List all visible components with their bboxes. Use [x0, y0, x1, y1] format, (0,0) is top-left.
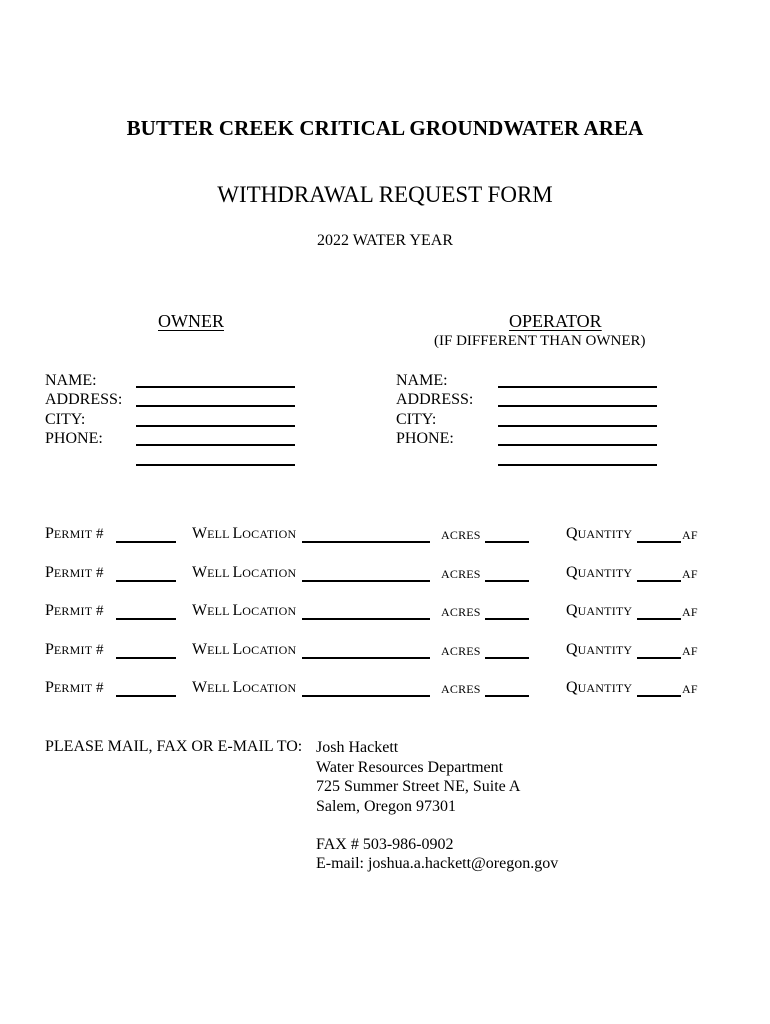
permit-label: PERMIT # — [45, 564, 104, 581]
quantity-label: QUANTITY — [566, 564, 633, 581]
af-label: AF — [682, 528, 698, 542]
contact-city: Salem, Oregon 97301 — [316, 798, 456, 815]
well-location-field[interactable] — [302, 657, 430, 659]
quantity-label: QUANTITY — [566, 679, 633, 696]
owner-phone-field[interactable] — [136, 444, 295, 446]
acres-label: ACRES — [441, 644, 481, 658]
permit-row — [0, 525, 770, 547]
operator-extra-field[interactable] — [498, 464, 657, 466]
well-location-label: WELL LOCATION — [192, 564, 297, 581]
owner-address-field[interactable] — [136, 405, 295, 407]
contact-name: Josh Hackett — [316, 739, 399, 756]
permit-label: PERMIT # — [45, 525, 104, 542]
well-location-label: WELL LOCATION — [192, 679, 297, 696]
permit-label: PERMIT # — [45, 641, 104, 658]
form-subtitle: WITHDRAWAL REQUEST FORM — [217, 182, 553, 207]
af-label: AF — [682, 567, 698, 581]
permit-row — [0, 679, 770, 701]
operator-city-field[interactable] — [498, 425, 657, 427]
operator-address-label: ADDRESS: — [396, 391, 474, 408]
owner-heading: OWNER — [158, 311, 224, 331]
operator-phone-label: PHONE: — [396, 430, 454, 447]
owner-city-label: CITY: — [45, 411, 86, 428]
acres-label: ACRES — [441, 567, 481, 581]
contact-email: E-mail: joshua.a.hackett@oregon.gov — [316, 855, 559, 872]
owner-address-label: ADDRESS: — [45, 391, 123, 408]
af-label: AF — [682, 644, 698, 658]
water-year: 2022 WATER YEAR — [317, 232, 453, 249]
operator-note: (IF DIFFERENT THAN OWNER) — [434, 333, 646, 349]
operator-city-label: CITY: — [396, 411, 437, 428]
quantity-field[interactable] — [637, 657, 681, 659]
owner-extra-field[interactable] — [136, 464, 295, 466]
acres-field[interactable] — [485, 541, 529, 543]
acres-field[interactable] — [485, 580, 529, 582]
permit-label: PERMIT # — [45, 602, 104, 619]
af-label: AF — [682, 605, 698, 619]
quantity-field[interactable] — [637, 618, 681, 620]
acres-label: ACRES — [441, 528, 481, 542]
quantity-field[interactable] — [637, 580, 681, 582]
well-location-label: WELL LOCATION — [192, 641, 297, 658]
acres-field[interactable] — [485, 695, 529, 697]
permit-number-field[interactable] — [116, 695, 176, 697]
permit-row — [0, 564, 770, 586]
acres-field[interactable] — [485, 618, 529, 620]
owner-name-field[interactable] — [136, 386, 295, 388]
mailing-instructions: PLEASE MAIL, FAX OR E-MAIL TO: — [45, 738, 303, 755]
well-location-field[interactable] — [302, 541, 430, 543]
acres-field[interactable] — [485, 657, 529, 659]
well-location-label: WELL LOCATION — [192, 525, 297, 542]
contact-department: Water Resources Department — [316, 759, 504, 776]
operator-address-field[interactable] — [498, 405, 657, 407]
contact-street: 725 Summer Street NE, Suite A — [316, 778, 521, 795]
owner-city-field[interactable] — [136, 425, 295, 427]
permit-number-field[interactable] — [116, 580, 176, 582]
owner-phone-label: PHONE: — [45, 430, 103, 447]
permit-label: PERMIT # — [45, 679, 104, 696]
well-location-field[interactable] — [302, 580, 430, 582]
acres-label: ACRES — [441, 605, 481, 619]
well-location-label: WELL LOCATION — [192, 602, 297, 619]
permit-number-field[interactable] — [116, 657, 176, 659]
quantity-label: QUANTITY — [566, 602, 633, 619]
well-location-field[interactable] — [302, 618, 430, 620]
permit-number-field[interactable] — [116, 618, 176, 620]
well-location-field[interactable] — [302, 695, 430, 697]
permit-row — [0, 641, 770, 663]
contact-fax: FAX # 503-986-0902 — [316, 836, 454, 853]
operator-name-field[interactable] — [498, 386, 657, 388]
quantity-field[interactable] — [637, 541, 681, 543]
form-title: BUTTER CREEK CRITICAL GROUNDWATER AREA — [126, 116, 644, 140]
quantity-field[interactable] — [637, 695, 681, 697]
permit-number-field[interactable] — [116, 541, 176, 543]
permit-row — [0, 602, 770, 624]
quantity-label: QUANTITY — [566, 525, 633, 542]
acres-label: ACRES — [441, 682, 481, 696]
owner-name-label: NAME: — [45, 372, 97, 389]
operator-phone-field[interactable] — [498, 444, 657, 446]
operator-heading: OPERATOR — [509, 311, 602, 331]
quantity-label: QUANTITY — [566, 641, 633, 658]
operator-name-label: NAME: — [396, 372, 448, 389]
af-label: AF — [682, 682, 698, 696]
